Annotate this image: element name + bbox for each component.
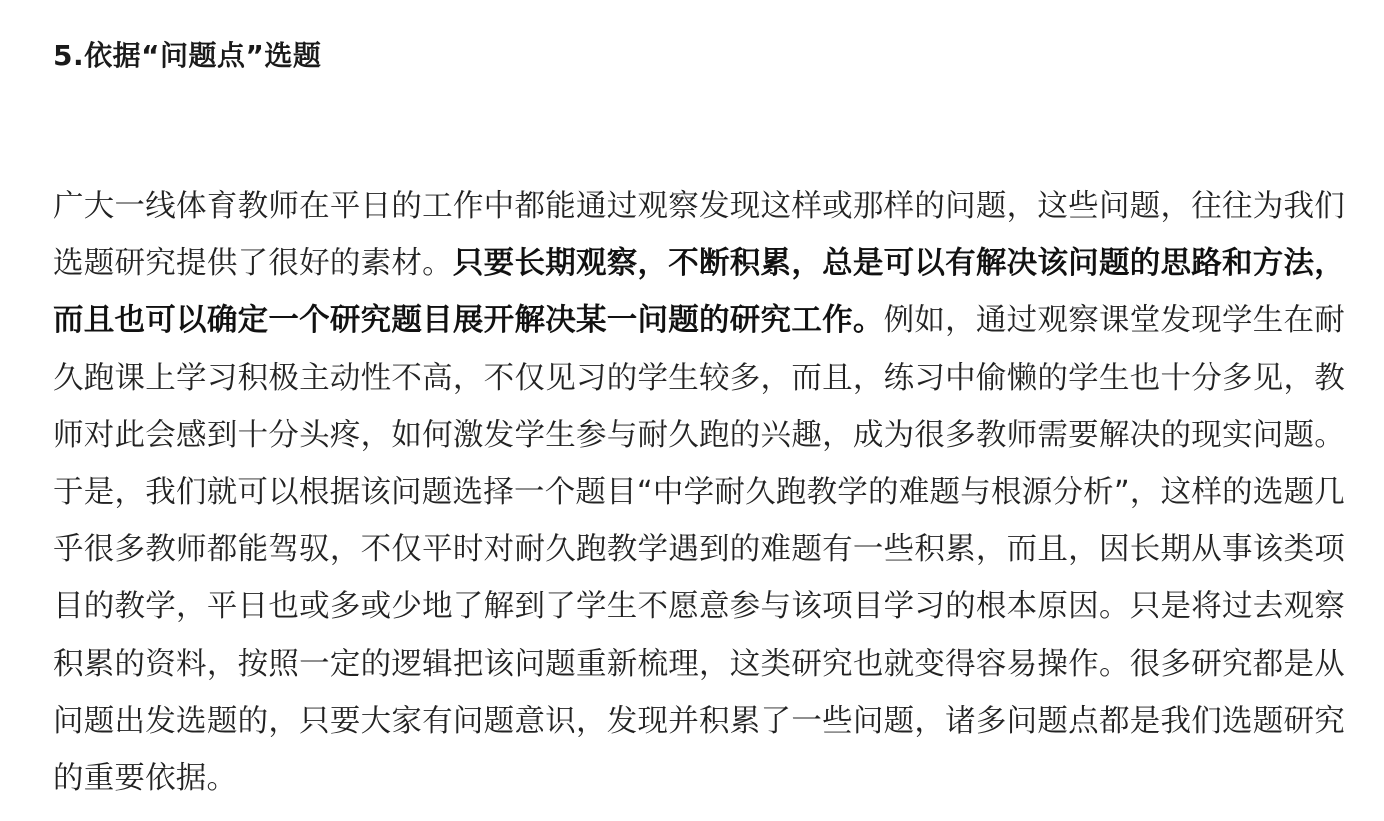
paragraph-example-text: 例如，通过观察课堂发现学生在耐久跑课上学习积极主动性不高，不仅见习的学生较多，而且，练习中偷懒的学生也十分多见，教师对此会感到十分头疼，如何激发学生参与耐久跑的兴趣，成为很多教师需要解决的现实问题。于是，我们就可以根据该问题选择一个题目“中学耐久跑教学的难题与根源分析”，这样的选题几乎很多教师都能驾驭，不仅平时对耐久跑教学遇到的难题有一些积累，而且，因长期从事该类项目的教学，平日也或多或少地了解到了学生不愿意参与该项目学习的根本原因。只是将过去观察积累的资料，按照一定的逻辑把该问题重新梳理，这类研究也就变得容易操作。很多研究都是从问题出发选题的，只要大家有问题意识，发现并积累了一些问题，诸多问题点都是我们选题研究的重要依据。 — [53, 303, 1345, 797]
section-heading: 5.依据“问题点”选题 — [53, 39, 322, 72]
article — [53, 34, 1345, 807]
paragraph-intro-text: 广大一线体育教师在平日的工作中都能通过观察发现这样或那样的问题，这些问题，往往为我们选题研究提供了很好的素材。 — [53, 189, 1345, 282]
body-paragraph — [53, 178, 1345, 807]
paragraph-emphasis-text: 只要长期观察，不断积累，总是可以有解决该问题的思路和方法，而且也可以确定一个研究题目展开解决某一问题的研究工作。 — [53, 246, 1345, 339]
